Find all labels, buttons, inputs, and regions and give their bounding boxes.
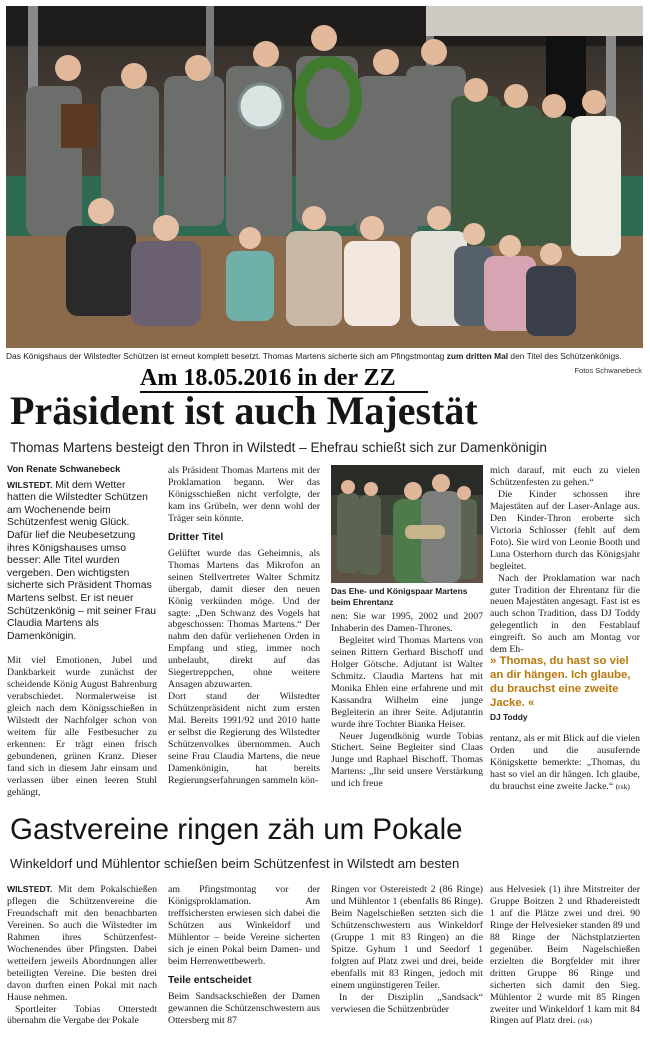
article2-column-4 (490, 884, 640, 1027)
article1-headline: Präsident ist auch Majestät (10, 388, 478, 433)
article1-paragraph-text: rentanz, als er mit Blick auf die vielen Orden und die ausufernde Königskette bemerkte: „Thomas, du hast so viel an dir hängen. Ich glaube, du brauchst eine zweite Jacke.“ (490, 733, 640, 792)
article1-paragraph: Neuer Jugendkönig wurde Tobias Stichert. Seine Begleiter sind Claas Junge und Raphael Bischoff. Thomas Martens: „Ihr seid unsere Verstärkung und ich freue (331, 730, 483, 790)
article2-subheading: Teile entscheidet (168, 974, 252, 986)
photo-caption-bold: zum dritten Mal (446, 351, 509, 361)
article2-paragraph (7, 884, 157, 1004)
publication-date-stamp: Am 18.05.2016 in der ZZ (140, 365, 396, 391)
article1-paragraph: Dort stand der Wilstedter Schützenpräsident nicht zum ersten Mal. Bereits 1991/92 und 2010 hatte er selbst die Regierung des Wilstedter Schützenvolkes übernommen. Auch seine Frau Claudia Martens, die neue Damenkönigin, hat bereits Regierungserfahrungen sammeln kön- (168, 691, 320, 786)
article2-dateline: WILSTEDT. (7, 884, 53, 894)
article2-paragraph: am Pfingstmontag vor der Königsproklamation. Am treffsichersten erwiesen sich dabei die Schützen aus Winkeldorf und Mühlentor – beide Vereine sicherten sich je einen Pokal beim Damen- und beim Herrenwettbewerb. (168, 884, 320, 967)
photo-caption (6, 351, 643, 362)
article2-column-1 (7, 884, 157, 1027)
pull-quote-close-mark: « (528, 697, 535, 709)
article2-paragraph (490, 884, 640, 1027)
dance-photo-caption-text: Das Ehe- und Königspaar Martens beim (331, 586, 468, 607)
photo-caption-text-end: den Titel des Schützenkönigs. (508, 351, 622, 361)
pull-quote-attribution: DJ Toddy (490, 712, 528, 722)
article1-byline: Von Renate Schwanebeck (7, 464, 121, 474)
dance-photo (331, 465, 483, 583)
article2-paragraph-text: Mit dem Pokalschießen pflegen die Schützenvereine die Freundschaft mit den benachbarten Vereinen. So auch die Wilstedter im Rahmen ihres Schützenfest-Wochenendes über Pfingsten. Dabei wetteifern jeweils Abordnungen aller beteiligten Vereine. Die besten drei davon durften einen Pokal mit nach Hause nehmen. (7, 884, 158, 1003)
article2-signoff: (rsk) (577, 1016, 593, 1026)
group-photo-illustration (6, 6, 643, 348)
photo-credit: Fotos Schwanebeck (574, 366, 642, 375)
article2-paragraph: In der Disziplin „Sandsack“ verwiesen die Schützenbrüder (331, 991, 483, 1015)
main-photo (6, 6, 643, 348)
article1-column-3 (331, 611, 483, 790)
article1-paragraph: Nach der Proklamation war nach guter Tradition der Ehrentanz für die neuen Majestäten angesagt. Fast ist es auch schon Tradition, dass DJ Toddy gelegentlich in den Festablauf eingreift. So auch am Montag vor dem Eh- (490, 572, 640, 656)
article2-paragraph: Ringen vor Ostereistedt 2 (86 Ringe) und Mühlentor 1 (ebenfalls 86 Ringe). Beim Nagelschießen setzten sich die Schützenschwestern aus Winkeldorf (Gruppe 1 mit 83 Ringen) an die Spitze. Gyhum 1 und Seedorf 1 folgten auf Platz zwei und drei, beide ebenfalls mit 83 Ringen, jedoch mit einem ungünstigeren Teiler. (331, 884, 483, 991)
article2-subhead: Winkeldorf und Mühlentor schießen beim Schützenfest in Wilstedt am besten (10, 856, 460, 871)
article1-paragraph: nen: Sie war 1995, 2002 und 2007 Inhaberin des Damen-Thrones. (331, 611, 483, 634)
article2-column-3 (331, 884, 483, 1015)
pull-quote-text: Thomas, du hast so viel an dir hängen. Ich glaube, du brauchst eine zweite Jacke. (490, 655, 631, 709)
article1-subhead: Thomas Martens besteigt den Thron in Wilstedt – Ehefrau schießt sich zur Damenkönigin (10, 440, 547, 455)
article2-paragraph: Beim Sandsackschießen der Damen gewannen die Schützenschwestern aus Ottersberg mit 87 (168, 990, 320, 1026)
article1-dateline: WILSTEDT. (7, 479, 53, 490)
article1-signoff: (rsk) (615, 781, 630, 791)
article1-paragraph: Begleitet wird Thomas Martens von seinen Rittern Gerhard Bischoff und Holger Götsche. Adjutant ist Walter Schmitz. Claudia Martens hat mit Monika Ehlen eine erfahrene und mit Kassandra Wilhelm eine junge Begleiterin an ihrer Seite. Adjutantin wurde ihre Tochter Bianka Heiser. (331, 634, 483, 730)
article1-paragraph: Gelüftet wurde das Geheimnis, als Thomas Martens das Mikrofon an seinen Stellvertreter Walter Schmitz übergab, damit dieser den neuen König verkünden möge. Und der sagte: „Den Schwanz des Vogels hat abgeschossen: Thomas Martens.“ Der nahm den dafür verliehenen Orden in Empfang und stieg, immer noch unbelaubt, direkt auf das Siegertreppchen, ohne weitere Ansagen abzuwarten. (168, 547, 320, 691)
pull-quote (490, 654, 638, 710)
article2-paragraph: Sportleiter Tobias Otterstedt übernahm die Vergabe der Pokale (7, 1003, 157, 1027)
article1-column-2 (168, 465, 320, 787)
article2-paragraph-text: aus Helvesiek (1) ihre Mitstreiter der Gruppe Boitzen 2 und Rhadereistedt 1 auf die Plätze zwei und drei. 90 Ringe der Helvesieker standen 89 und 88 Ringe der Nächstplatzierten gegenüber. Beim Nagelschießen erzielten die Borgfelder mit ihrer dritten Gruppe 86 Ringe und sicherten sich damit den Sieg. Mühlentor 2 wurde mit 85 Ringen zweiter und Winkeldorf 1 kam mit 84 Ringen auf Platz drei. (490, 884, 640, 1027)
dance-photo-caption-emphasis: Ehrentanz (352, 596, 394, 607)
article2-column-2 (168, 884, 320, 1027)
article1-column-4-end (490, 733, 640, 793)
article2-headline: Gastvereine ringen zäh um Pokale (10, 813, 463, 846)
article1-paragraph: Die Kinder schossen ihre Majestäten auf der Laser-Anlage aus. Den Kinder-Thron eroberte sich Victoria Schlosser (fehlt auf dem Foto). Sie wird von Leonie Booth und Luna Osterhorn durch das Königsjahr begleitet. (490, 488, 640, 572)
article1-column-1 (7, 463, 157, 799)
article1-paragraph: mich darauf, mit euch zu vielen Schützenfesten zu gehen.“ (490, 465, 640, 488)
photo-caption-text: Das Königshaus der Wilstedter Schützen ist erneut komplett besetzt. Thomas Martens sicherte sich am Pfingstmontag (6, 351, 447, 361)
article1-paragraph: als Präsident Thomas Martens mit der Proklamation begann. Wer das Königsschießen nicht verfolgte, der kam ins Grübeln, wer denn wohl der Träger sein könnte. (168, 465, 320, 524)
article1-lead (7, 463, 157, 643)
dance-photo-caption (331, 586, 483, 607)
article1-lead-text: Mit dem Wetter hatten die Wilstedter Schützen am Wochenende beim Schützenfest wenig Glück. Dafür lief die Neubesetzung ihres Königshauses umso besser: Alle Titel wurden vergeben. Den wichtigsten sicherte sich Präsident Thomas Martens selbst. Er ist neuer Schützenkönig – mit seiner Frau Claudia Martens als Damenkönigin. (7, 479, 157, 642)
dance-photo-illustration (331, 465, 483, 583)
article1-column-4 (490, 465, 640, 656)
pull-quote-open-mark: » (490, 655, 497, 667)
article1-paragraph (490, 733, 640, 793)
article1-paragraph: Mit viel Emotionen, Jubel und Dankbarkeit wurde zunächst der scheidende König August Bahrenburg verabschiedet. Normalerweise ist gleich nach dem Königsschießen in Wilstedt der Nachfolger schon von weitem für alle Festbesucher zu erkennen: Er trägt einen frisch gebundenen, grünen Kranz. Dieser fand sich in diesem Jahr einsam und verlassen über einen leeren Stuhl gehängt, (7, 655, 157, 798)
article1-subheading: Dritter Titel (168, 531, 224, 543)
